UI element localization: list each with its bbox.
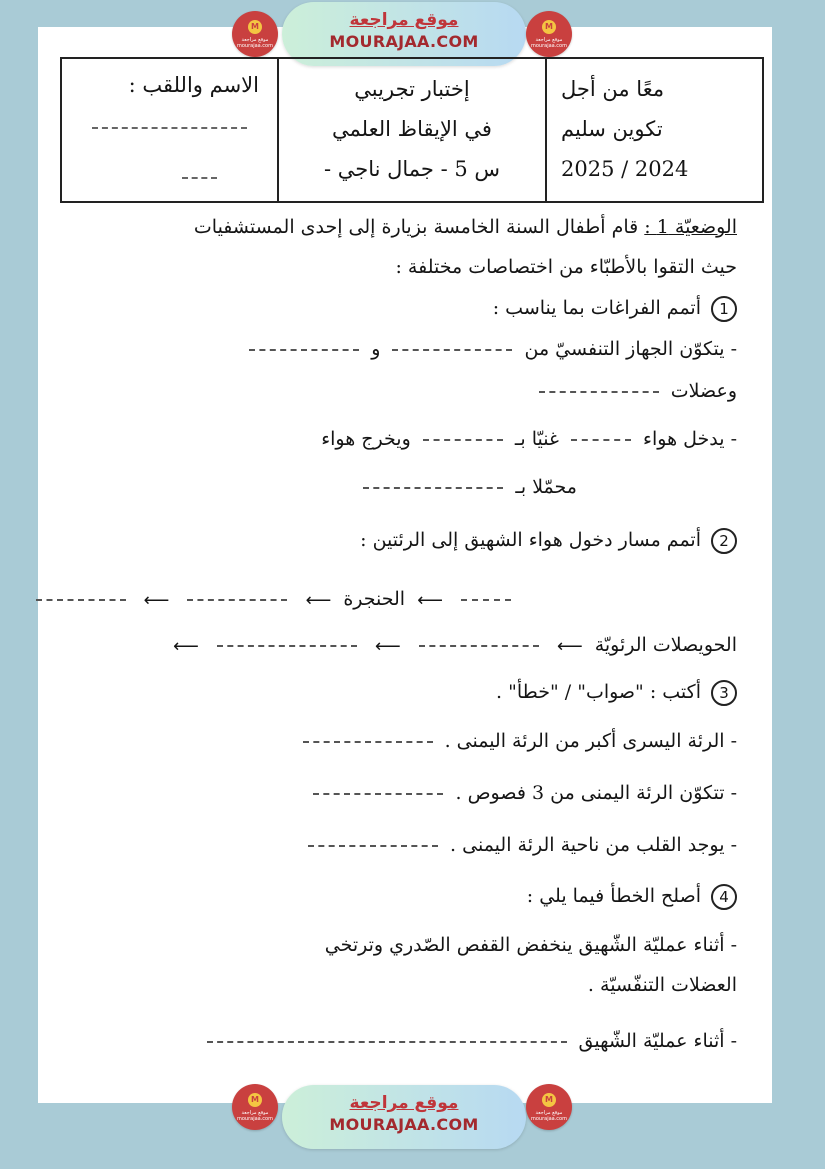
situation-label: الوضعيّة 1 : — [644, 216, 737, 238]
site-banner-bottom[interactable] — [282, 1085, 526, 1149]
arrow-left-icon: ⟵ — [556, 635, 583, 657]
q4-statement-1b: العضلات التنفّسيّة . — [587, 974, 737, 996]
site-name-arabic: موقع مراجعة — [349, 10, 459, 30]
q4-heading — [62, 884, 737, 910]
q2-number: 2 — [711, 528, 737, 554]
logo-mark: M — [248, 20, 262, 34]
school-year: 2024 / 2025 — [561, 157, 689, 181]
q2-blank-2[interactable] — [187, 599, 287, 601]
school-line-1: معًا من أجل — [561, 77, 665, 101]
q3-answer-1[interactable] — [303, 741, 433, 743]
logo-caption: موقع مراجعة mourajaa.com — [236, 37, 273, 49]
q2-path-row-1 — [62, 588, 517, 611]
site-name-latin: MOURAJAA.COM — [329, 1115, 479, 1134]
q3-prompt: أكتب : "صواب" / "خطأ" . — [496, 681, 701, 703]
q1-line-3 — [62, 428, 737, 450]
q1-heading — [62, 296, 737, 322]
site-logo-left-top — [232, 11, 278, 57]
q1-l4: محمّلا بـ — [515, 476, 577, 498]
q4-number: 4 — [711, 884, 737, 910]
q1-l3c: ويخرج هواء — [321, 428, 411, 450]
arrow-left-icon: ⟵ — [305, 589, 332, 611]
arrow-left-icon: ⟵ — [173, 635, 199, 657]
q1-l1b: و — [371, 338, 381, 360]
q2-blank-5[interactable] — [217, 645, 357, 647]
situation-line-2: حيث التقوا بالأطبّاء من اختصاصات مختلفة : — [395, 256, 737, 278]
school-cell — [545, 59, 762, 201]
q3-statement-1 — [62, 730, 737, 752]
q4-s2: - أثناء عمليّة الشّهيق — [578, 1030, 737, 1052]
arrow-left-icon: ⟵ — [374, 635, 401, 657]
q1-l3a: - يدخل هواء — [643, 428, 737, 450]
q1-blank-1[interactable] — [392, 349, 512, 351]
exam-title: إختبار تجريبي — [354, 77, 470, 101]
site-logo-right-bottom — [526, 1084, 572, 1130]
q2-path-row-2 — [62, 634, 737, 657]
q1-blank-3[interactable] — [539, 391, 659, 393]
site-logo-left-bottom — [232, 1084, 278, 1130]
site-logo-right-top — [526, 11, 572, 57]
logo-mark: M — [542, 1093, 556, 1107]
logo-caption: موقع مراجعة mourajaa.com — [530, 37, 567, 49]
site-name-arabic: موقع مراجعة — [349, 1093, 459, 1113]
q3-statement-3 — [62, 834, 737, 856]
q1-blank-4[interactable] — [571, 439, 631, 441]
q3-s3: - يوجد القلب من ناحية الرئة اليمنى . — [450, 834, 737, 856]
q1-blank-5[interactable] — [423, 439, 503, 441]
exam-header — [60, 57, 764, 203]
arrow-left-icon: ⟵ — [143, 589, 170, 611]
site-name-latin: MOURAJAA.COM — [329, 32, 479, 51]
q2-blank-3[interactable] — [36, 599, 126, 601]
situation-line-1 — [62, 216, 737, 238]
q3-answer-3[interactable] — [308, 845, 438, 847]
q1-number: 1 — [711, 296, 737, 322]
q3-s1: - الرئة اليسرى أكبر من الرئة اليمنى . — [444, 730, 737, 752]
logo-caption: موقع مراجعة mourajaa.com — [236, 1110, 273, 1122]
q1-l3b: غنيّا بـ — [514, 428, 559, 450]
logo-mark: M — [542, 20, 556, 34]
exam-subject: في الإيقاظ العلمي — [332, 117, 492, 141]
title-cell — [277, 59, 545, 201]
q3-statement-2 — [62, 782, 737, 804]
q1-line-2 — [62, 380, 737, 402]
q2-heading — [62, 528, 737, 554]
q3-answer-2[interactable] — [313, 793, 443, 795]
q1-blank-2[interactable] — [249, 349, 359, 351]
q1-line-4 — [62, 476, 577, 498]
q1-prompt: أتمم الفراغات بما يناسب : — [492, 297, 701, 319]
situation-text-1: قام أطفال السنة الخامسة بزيارة إلى إحدى المستشفيات — [193, 216, 639, 238]
exam-level-teacher: س 5 - جمال ناجي - — [323, 157, 501, 181]
student-name-blank-2[interactable] — [182, 177, 217, 179]
q3-s2: - تتكوّن الرئة اليمنى من 3 فصوص . — [455, 782, 737, 804]
q1-l1a: - يتكوّن الجهاز التنفسيّ من — [524, 338, 737, 360]
q1-line-1 — [62, 338, 737, 360]
q2-blank-1[interactable] — [461, 599, 511, 601]
arrow-left-icon: ⟵ — [417, 589, 443, 611]
q4-statement-2 — [62, 1030, 737, 1052]
q4-prompt: أصلح الخطأ فيما يلي : — [526, 885, 701, 907]
q4-statement-1a: - أثناء عمليّة الشّهيق ينخفض القفص الصّدري وترتخي — [324, 934, 737, 956]
q2-step-alveoli: الحويصلات الرئويّة — [594, 634, 737, 656]
logo-mark: M — [248, 1093, 262, 1107]
q2-step-larynx: الحنجرة — [343, 588, 406, 610]
q3-number: 3 — [711, 680, 737, 706]
student-name-blank[interactable] — [92, 127, 247, 129]
q2-prompt: أتمم مسار دخول هواء الشهيق إلى الرئتين : — [360, 529, 701, 551]
school-line-2: تكوين سليم — [561, 117, 663, 141]
q1-l2: وعضلات — [670, 380, 737, 402]
student-name-label: الاسم واللقب : — [128, 73, 259, 97]
logo-caption: موقع مراجعة mourajaa.com — [530, 1110, 567, 1122]
student-cell — [62, 59, 277, 201]
q3-heading — [62, 680, 737, 706]
q4-answer-blank[interactable] — [207, 1041, 567, 1043]
q1-blank-6[interactable] — [363, 487, 503, 489]
q2-blank-4[interactable] — [419, 645, 539, 647]
